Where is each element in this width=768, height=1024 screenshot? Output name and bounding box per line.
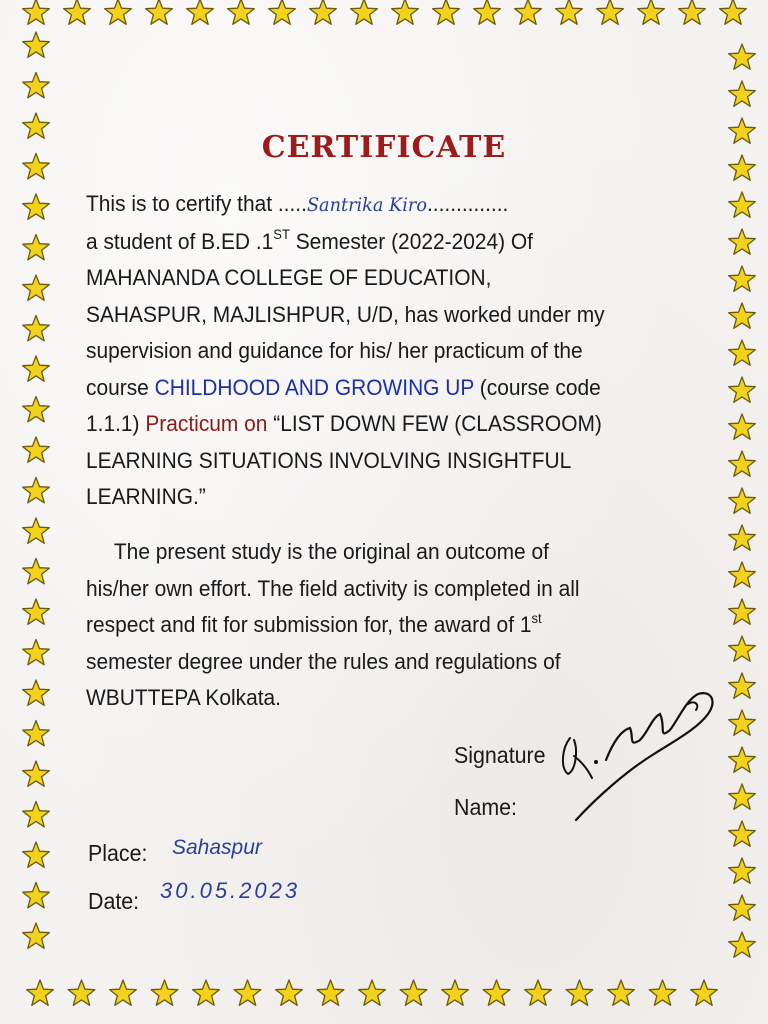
address-line: SAHASPUR, MAJLISHPUR, U/D, has worked under my (86, 301, 605, 327)
study-line-1: The present study is the original an outcome of (113, 539, 549, 564)
student-name: Santrika Kiro (306, 194, 427, 216)
practicum-line: 1.1.1) Practicum on “LIST DOWN FEW (CLASSROOM) (86, 411, 602, 436)
study-line-4: semester degree under the rules and regulations of (86, 648, 561, 674)
topic-end-line: LEARNING.” (86, 484, 206, 509)
study-line-2: his/her own effort. The field activity is completed in all (86, 575, 580, 601)
study-line-3: respect and fit for submission for, the award of 1st (86, 609, 542, 637)
date-value: 30.05.2023 (160, 878, 301, 903)
certification-paragraph (86, 186, 663, 516)
name-label: Name: (454, 794, 518, 820)
certify-line: This is to certify that .....Santrika Kiro.............. (86, 191, 509, 216)
signature-scribble (548, 670, 738, 830)
course-line: course CHILDHOOD AND GROWING UP (course code (86, 374, 601, 400)
college-line: MAHANANDA COLLEGE OF EDUCATION, (86, 265, 492, 290)
date-label: Date: (88, 888, 140, 914)
supervision-line: supervision and guidance for his/ her practicum of the (86, 338, 583, 363)
place-value: Sahaspur (172, 836, 262, 859)
place-label: Place: (88, 840, 148, 866)
certificate-title: CERTIFICATE (261, 130, 507, 165)
semester-line: a student of B.ED .1ST Semester (2022-2024) Of (86, 226, 534, 254)
course-name: CHILDHOOD AND GROWING UP (154, 374, 474, 400)
topic-line: LEARNING SITUATIONS INVOLVING INSIGHTFUL (86, 447, 572, 473)
signature-label: Signature (454, 742, 546, 768)
practicum-label: Practicum on (145, 411, 268, 436)
study-line-5: WBUTTEPA Kolkata. (86, 685, 281, 710)
